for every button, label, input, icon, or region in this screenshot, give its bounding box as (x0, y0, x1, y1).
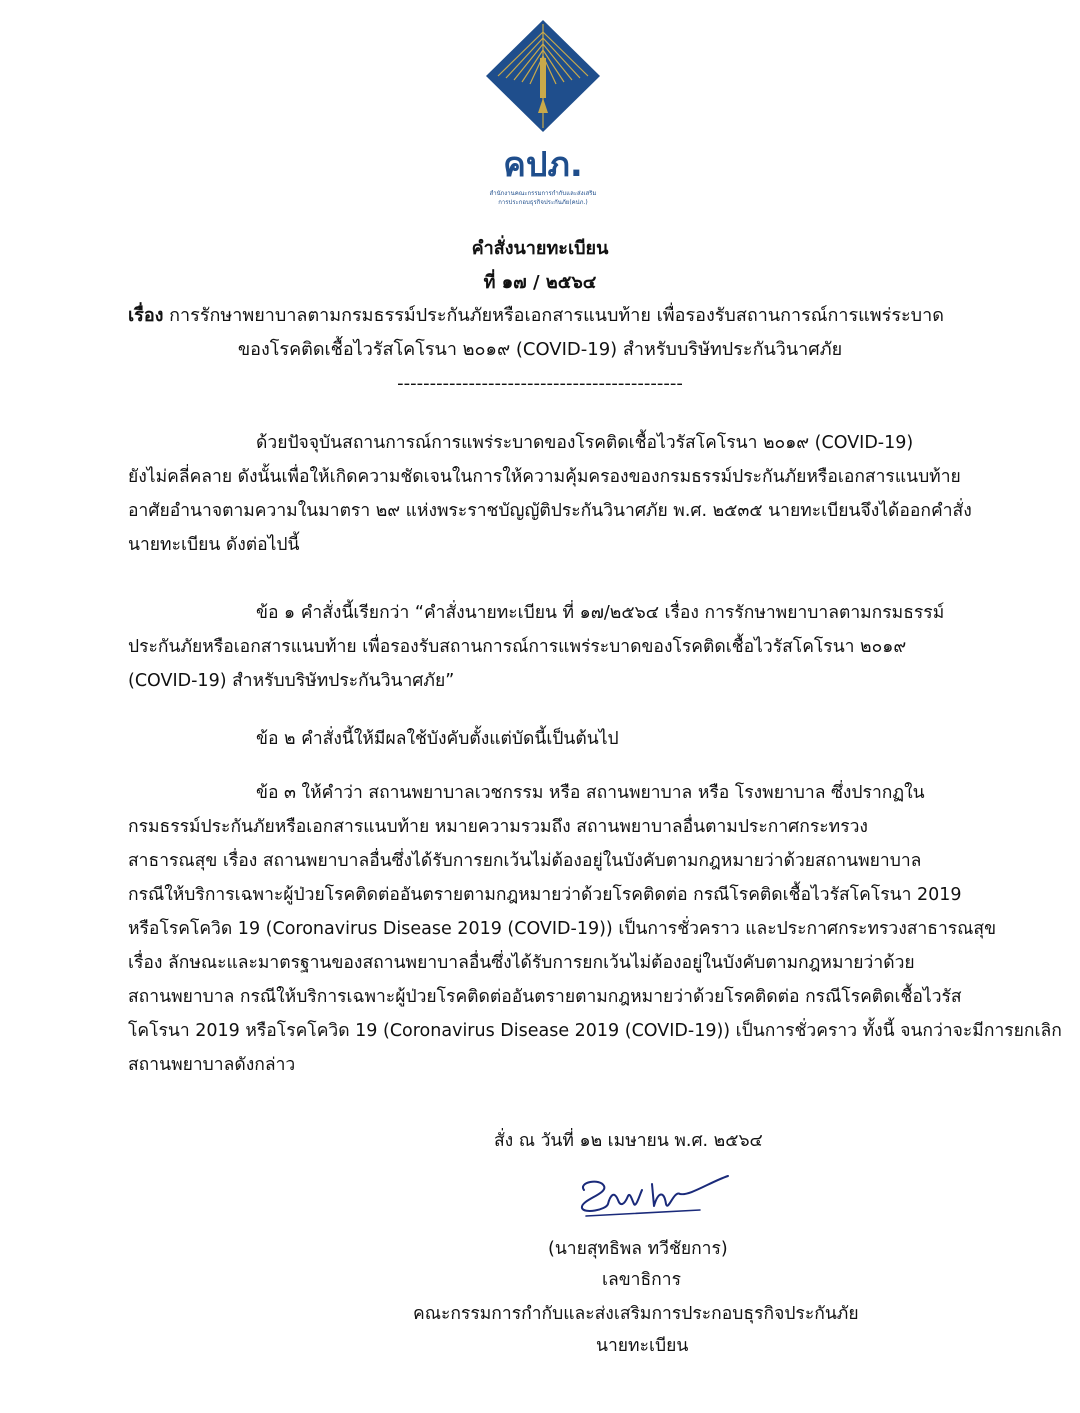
divider: -------------------------------------------- (397, 373, 683, 394)
signatory-committee: คณะกรรมการกำกับและส่งเสริมการประกอบธุรกิจประกันภัย (413, 1304, 859, 1324)
clause-1-line: ข้อ ๑ คำสั่งนี้เรียกว่า “คำสั่งนายทะเบียน ที่ ๑๗/๒๕๖๔ เรื่อง การรักษาพยาบาลตามกรมธรรม์ (256, 603, 945, 623)
signatory-name: (นายสุทธิพล ทวีชัยการ) (548, 1239, 728, 1259)
signatory-registrar: นายทะเบียน (596, 1336, 689, 1356)
clause-3 (128, 776, 1062, 1082)
intro-paragraph (128, 426, 972, 562)
subject-line-2: ของโรคติดเชื้อไวรัสโคโรนา ๒๐๑๙ (COVID-19) สำหรับบริษัทประกันวินาศภัย (237, 339, 843, 360)
clause-3-line: กรมธรรม์ประกันภัยหรือเอกสารแนบท้าย หมายความรวมถึง สถานพยาบาลอื่นตามประกาศกระทรวง (128, 817, 868, 837)
signatory-position: เลขาธิการ (602, 1270, 681, 1290)
subject-label: เรื่อง (128, 305, 164, 326)
logo-abbreviation: คปภ. (503, 145, 583, 185)
clause-1-line: ประกันภัยหรือเอกสารแนบท้าย เพื่อรองรับสถานการณ์การแพร่ระบาดของโรคติดเชื้อไวรัสโคโรนา ๒๐๑๙ (128, 637, 907, 657)
clause-1 (128, 596, 964, 698)
document-number: ที่ ๑๗ / ๒๕๖๔ (483, 272, 597, 293)
subject-text-1: การรักษาพยาบาลตามกรมธรรม์ประกันภัยหรือเอกสารแนบท้าย เพื่อรองรับสถานการณ์การแพร่ระบาด (169, 305, 944, 326)
clause-3-line: สถานพยาบาล กรณีให้บริการเฉพาะผู้ป่วยโรคติดต่ออันตรายตามกฎหมายว่าด้วยโรคติดต่อ กรณีโรคติดเชื้อไวรัส (128, 987, 962, 1007)
clause-1-line: (COVID-19) สำหรับบริษัทประกันวินาศภัย” (128, 671, 455, 691)
logo-org-line1: สำนักงานคณะกรรมการกำกับและส่งเสริม (489, 190, 597, 197)
intro-line: นายทะเบียน ดังต่อไปนี้ (128, 535, 300, 555)
clause-3-line: หรือโรคโควิด 19 (Coronavirus Disease 2019 (COVID-19)) เป็นการชั่วคราว และประกาศกระทรวงสาธารณสุข (128, 919, 997, 939)
clause-3-line: กรณีให้บริการเฉพาะผู้ป่วยโรคติดต่ออันตรายตามกฎหมายว่าด้วยโรคติดต่อ กรณีโรคติดเชื้อไวรัสโคโรนา 2019 (128, 885, 962, 905)
intro-line: ด้วยปัจจุบันสถานการณ์การแพร่ระบาดของโรคติดเชื้อไวรัสโคโรนา ๒๐๑๙ (COVID-19) (256, 433, 914, 453)
document-title: คำสั่งนายทะเบียน (471, 238, 609, 259)
clause-3-line: โคโรนา 2019 หรือโรคโควิด 19 (Coronavirus Disease 2019 (COVID-19)) เป็นการชั่วคราว ทั้งนี้ จนกว่าจะมีการยกเลิก (128, 1021, 1062, 1041)
intro-line: อาศัยอำนาจตามความในมาตรา ๒๙ แห่งพระราชบัญญัติประกันวินาศภัย พ.ศ. ๒๕๓๕ นายทะเบียนจึงได้ออกคำสั่ง (128, 501, 972, 521)
clause-3-line: เรื่อง ลักษณะและมาตรฐานของสถานพยาบาลอื่นซึ่งได้รับการยกเว้นไม่ต้องอยู่ในบังคับตามกฎหมายว่าด้วย (128, 953, 915, 973)
logo-org-line2: การประกอบธุรกิจประกันภัย(คปภ.) (498, 199, 588, 206)
clause-3-line: ข้อ ๓ ให้คำว่า สถานพยาบาลเวชกรรม หรือ สถานพยาบาล หรือ โรงพยาบาล ซึ่งปรากฏใน (256, 783, 925, 803)
intro-line: ยังไม่คลี่คลาย ดังนั้นเพื่อให้เกิดความชัดเจนในการให้ความคุ้มครองของกรมธรรม์ประกันภัยหรือเอกสารแนบท้าย (128, 467, 961, 487)
signature-icon (570, 1160, 740, 1230)
clause-2-line: ข้อ ๒ คำสั่งนี้ให้มีผลใช้บังคับตั้งแต่บัดนี้เป็นต้นไป (256, 729, 619, 749)
clause-3-line: สาธารณสุข เรื่อง สถานพยาบาลอื่นซึ่งได้รับการยกเว้นไม่ต้องอยู่ในบังคับตามกฎหมายว่าด้วยสถานพยาบาล (128, 851, 922, 871)
issue-date: สั่ง ณ วันที่ ๑๒ เมษายน พ.ศ. ๒๕๖๔ (494, 1131, 763, 1151)
subject-line-1 (128, 304, 978, 328)
clause-2 (128, 722, 964, 756)
handwritten-signature (570, 1160, 740, 1230)
clause-3-line: สถานพยาบาลดังกล่าว (128, 1055, 296, 1075)
oic-logo (478, 18, 608, 213)
